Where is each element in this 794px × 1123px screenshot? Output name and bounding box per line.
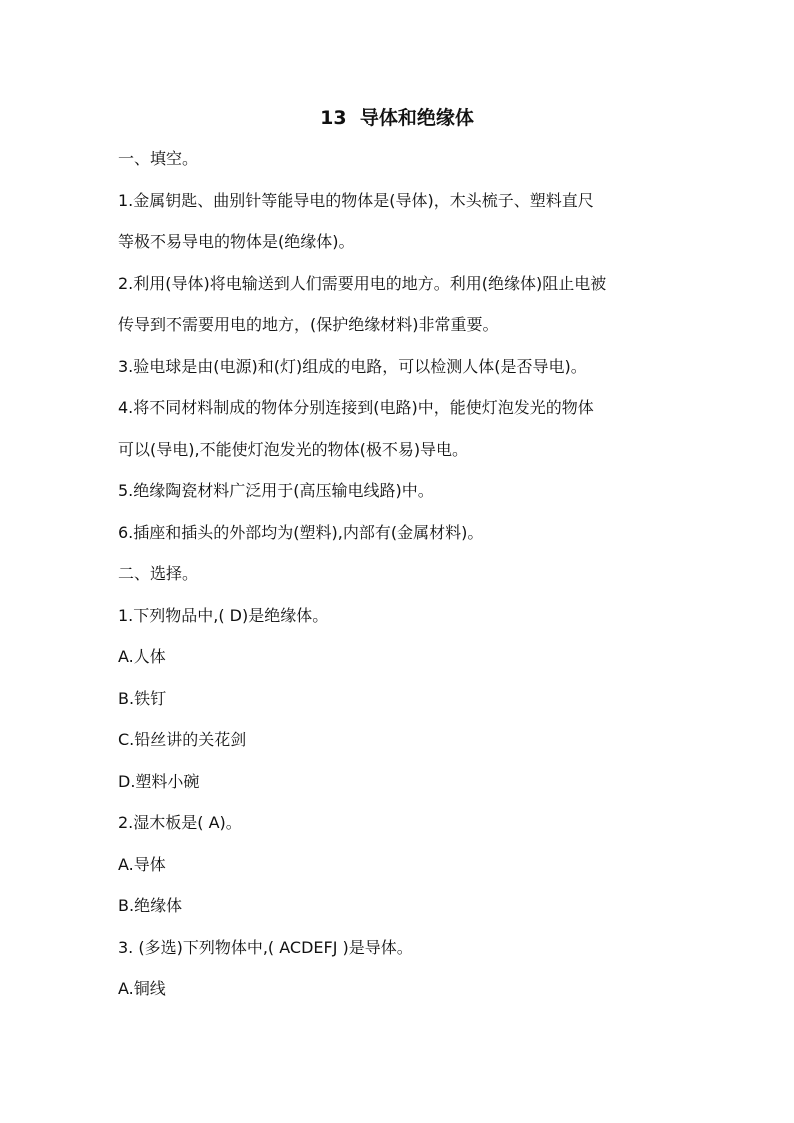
question-line: 3.验电球是由(电源)和(灯)组成的电路，可以检测人体(是否导电)。: [118, 357, 587, 376]
option-line: C.铅丝讲的关花剑: [118, 730, 247, 749]
question-line: 3. (多选)下列物体中,( ACDEFJ )是导体。: [118, 938, 413, 957]
option-line: A.导体: [118, 855, 166, 874]
question-line: 5.绝缘陶瓷材料广泛用于(高压输电线路)中。: [118, 481, 434, 500]
question-line: 可以(导电),不能使灯泡发光的物体(极不易)导电。: [118, 440, 469, 459]
question-line: 传导到不需要用电的地方，(保护绝缘材料)非常重要。: [118, 315, 499, 334]
question-line: 6.插座和插头的外部均为(塑料),内部有(金属材料)。: [118, 523, 484, 542]
question-line: 2.湿木板是( A)。: [118, 813, 242, 832]
section-heading-choice: 二、选择。: [118, 564, 199, 583]
option-line: D.塑料小碗: [118, 772, 200, 791]
document-title: 13 导体和绝缘体: [320, 107, 474, 129]
option-line: B.铁钉: [118, 689, 167, 708]
option-line: A.人体: [118, 647, 166, 666]
option-line: A.铜线: [118, 979, 166, 998]
question-line: 4.将不同材料制成的物体分别连接到(电路)中，能使灯泡发光的物体: [118, 398, 594, 417]
question-line: 等极不易导电的物体是(绝缘体)。: [118, 232, 355, 251]
option-line: B.绝缘体: [118, 896, 183, 915]
section-heading-fill-blank: 一、填空。: [118, 149, 199, 168]
question-line: 1.金属钥匙、曲别针等能导电的物体是(导体)，木头梳子、塑料直尺: [118, 191, 594, 210]
question-line: 2.利用(导体)将电输送到人们需要用电的地方。利用(绝缘体)阻止电被: [118, 274, 607, 293]
question-line: 1.下列物品中,( D)是绝缘体。: [118, 606, 329, 625]
